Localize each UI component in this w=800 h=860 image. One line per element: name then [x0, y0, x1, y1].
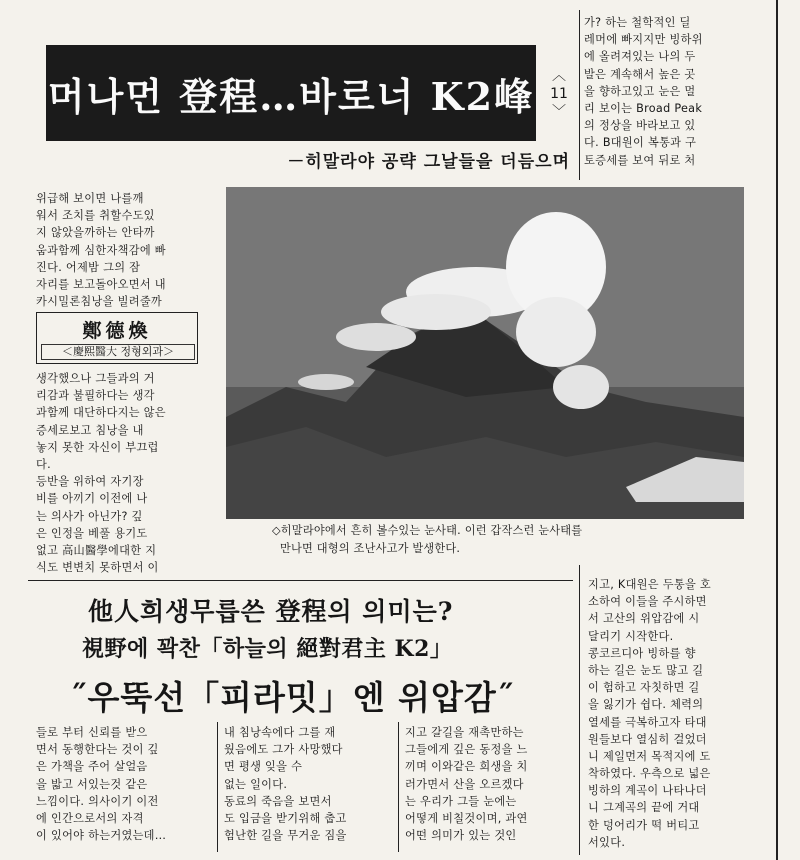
- mid-right-column: [588, 576, 760, 851]
- text-line: 지고 갈길을 재촉만하는: [405, 726, 524, 739]
- text-line: 레머에 빠지지만 빙하위: [584, 33, 703, 47]
- headline-line1: 他人희생무릅쓴 登程의 의미는?: [88, 597, 454, 626]
- text-line: 을 잃기가 쉽다. 체력의: [588, 698, 704, 712]
- text-line: 서 고산의 위압감에 시: [588, 612, 700, 626]
- text-line: 그들에게 깊은 동정을 느: [405, 743, 528, 757]
- text-line: 동료의 죽음을 보면서: [224, 794, 332, 808]
- section-divider: [28, 580, 573, 581]
- avalanche-photo: [226, 187, 744, 519]
- headline-line2: 視野에 꽉찬「하늘의 絕對君主 K2」: [82, 636, 453, 662]
- text-line: 워서 조치를 취할수도있: [36, 209, 155, 223]
- text-line: 움과함께 심한자책감에 빠: [36, 243, 166, 257]
- byline-name: 鄭德煥: [82, 320, 152, 342]
- text-line: 카시밀론침낭을 빌려줄까: [36, 295, 163, 309]
- text-line: 니 그계곡의 끝에 거대: [588, 801, 700, 815]
- text-line: 면 평생 잊을 수: [224, 760, 303, 774]
- headline-title: 머나먼 登程…바로너 K2峰: [46, 45, 536, 141]
- page-edge-rule: [776, 0, 778, 860]
- text-line: 러가면서 산을 오르겠다: [405, 777, 524, 791]
- text-line: 는 의사가 아닌가? 깊: [36, 509, 143, 523]
- top-right-column: [584, 14, 754, 169]
- text-line: 면서 동행한다는 것이 깊: [36, 743, 159, 757]
- series-number: [546, 48, 572, 140]
- text-line: 리감과 불필하다는 생각: [36, 389, 155, 403]
- text-line: 지 않았을까하는 안타까: [36, 226, 155, 240]
- text-line: 내 침낭속에다 그를 재: [224, 726, 336, 739]
- text-line: 지고, K대원은 두통을 호: [588, 578, 712, 591]
- text-line: 비를 아끼기 이전에 나: [36, 492, 148, 506]
- text-line: 빙하의 계곡이 나타나더: [588, 784, 707, 798]
- text-line: 에 올려져있는 나의 두: [584, 50, 696, 64]
- headline-line3: ˝우뚝선「피라밋」엔 위압감˝: [70, 678, 515, 717]
- text-line: 을 향하고있고 눈은 멀: [584, 84, 696, 98]
- text-line: 니 제일먼저 목적지에 도: [588, 749, 711, 763]
- column-rule: [579, 565, 580, 855]
- column-rule: [217, 722, 218, 852]
- byline-affiliation: ＜慶熙醫大 정형외과＞: [41, 344, 195, 360]
- text-line: 어떤 의미가 있는 것인: [405, 829, 517, 843]
- text-line: 원들보다 열심히 걸었더: [588, 732, 707, 746]
- text-line: 험난한 길을 무거운 짐을: [224, 829, 347, 843]
- text-line: 리 보이는 Broad Peak: [584, 101, 703, 115]
- chevron-down-icon: ﹀: [552, 104, 566, 120]
- bottom-column-2: [224, 724, 390, 844]
- column-rule: [398, 722, 399, 852]
- text-line: 생각했으나 그들과의 거: [36, 372, 155, 385]
- text-line: 느낌이다. 의사이기 이전: [36, 794, 159, 808]
- series-number-text: 11: [550, 86, 568, 102]
- text-line: 증세로보고 침낭을 내: [36, 423, 144, 437]
- text-line: 없는 일이다.: [224, 777, 288, 791]
- text-line: 진다. 어제밤 그의 잠: [36, 260, 141, 274]
- headline-subtitle: －히말라야 공략 그날들을 더듬으며: [287, 152, 570, 172]
- caption-line: 만나면 대형의 조난사고가 발생한다.: [280, 542, 461, 555]
- text-line: 없고 高山醫學에대한 지: [36, 543, 157, 557]
- text-line: 소하여 이들을 주시하면: [588, 595, 707, 609]
- text-line: 자리를 보고돌아오면서 내: [36, 277, 166, 291]
- text-line: 등반을 위하여 자기장: [36, 475, 144, 489]
- text-line: 은 가책을 주어 살얼음: [36, 760, 148, 774]
- text-line: 이 험하고 자칫하면 길: [588, 681, 700, 695]
- text-line: 발은 계속해서 높은 곳: [584, 67, 696, 81]
- chevron-up-icon: ︿: [552, 68, 566, 84]
- text-line: 은 인정을 베풀 용기도: [36, 526, 148, 540]
- text-line: 도 입금을 받기위해 춥고: [224, 811, 347, 825]
- text-line: 의 정상을 바라보고 있: [584, 119, 696, 133]
- left-column-bottom: [36, 370, 216, 576]
- text-line: 웠음에도 그가 사망했다: [224, 743, 343, 757]
- text-line: 을 밟고 서있는것 같은: [36, 777, 148, 791]
- text-line: 하는 길은 눈도 많고 길: [588, 663, 704, 677]
- text-line: 열세를 극복하고자 타대: [588, 715, 707, 729]
- text-line: 식도 변변치 못하면서 이: [36, 561, 159, 575]
- text-line: 들로 부터 신뢰를 받으: [36, 726, 148, 739]
- text-line: 토증세를 보여 뒤로 처: [584, 153, 696, 167]
- bottom-column-1: [36, 724, 210, 844]
- column-rule: [579, 10, 580, 180]
- left-column-top: [36, 190, 216, 310]
- text-line: 놓지 못한 자신이 부끄럽: [36, 440, 159, 454]
- text-line: 가? 하는 철학적인 딜: [584, 16, 691, 29]
- byline-box: [36, 312, 198, 364]
- bottom-column-3: [405, 724, 577, 844]
- text-line: 에 인간으로서의 자격: [36, 811, 144, 825]
- text-line: 는 우리가 그들 눈에는: [405, 794, 517, 808]
- text-line: 위급해 보이면 나를깨: [36, 192, 144, 205]
- photo-caption: [272, 522, 742, 558]
- text-line: 끼며 이와같은 희생을 치: [405, 760, 528, 774]
- text-line: 한 덩어리가 떡 버티고: [588, 818, 700, 832]
- text-line: 착하였다. 우측으로 넓은: [588, 767, 711, 781]
- text-line: 다. B대원이 복통과 구: [584, 136, 697, 150]
- caption-line: ◇히말라야에서 흔히 볼수있는 눈사태. 이런 갑작스런 눈사태를: [272, 524, 583, 537]
- text-line: 어떻게 비칠것이며, 과연: [405, 811, 528, 825]
- text-line: 다.: [36, 457, 51, 471]
- text-line: 달리기 시작한다.: [588, 629, 674, 643]
- text-line: 서있다.: [588, 835, 626, 849]
- text-line: 이 있어야 하는거였는데…: [36, 829, 167, 843]
- text-line: 과함께 대단하다지는 않은: [36, 406, 166, 420]
- text-line: 콩코르디아 빙하를 향: [588, 646, 696, 660]
